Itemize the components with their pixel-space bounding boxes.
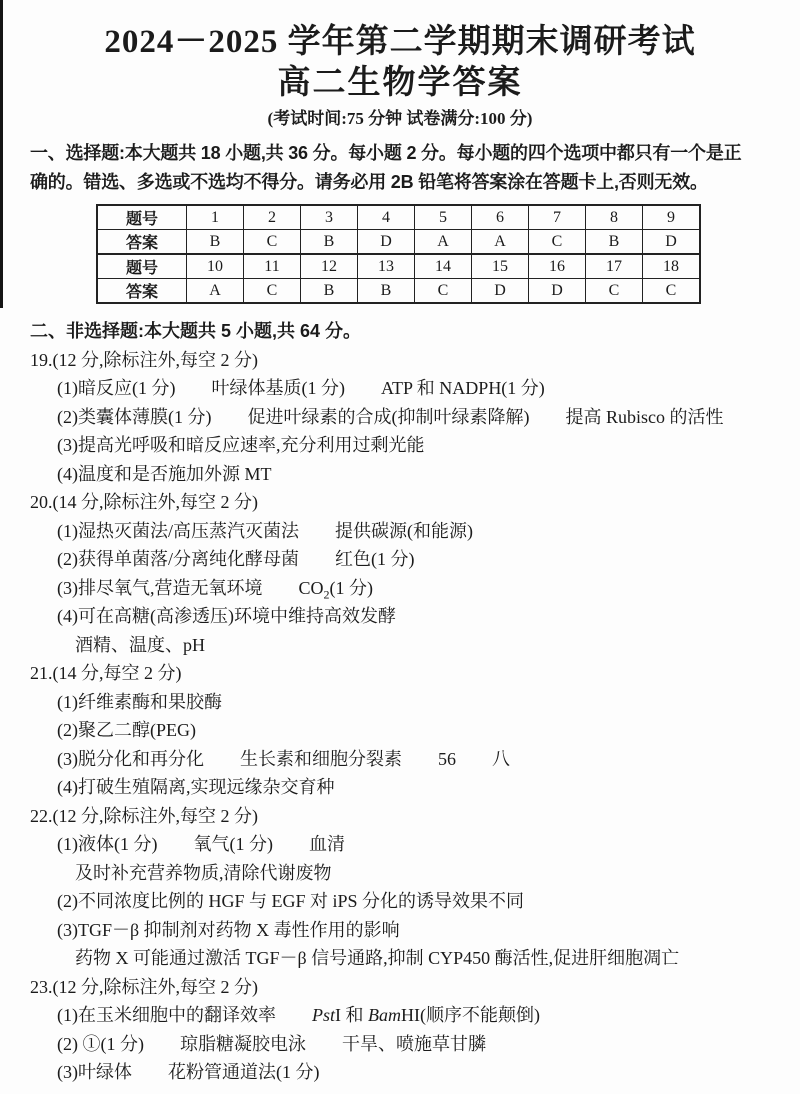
q20-line-3-text: (3)排尽氧气,营造无氧环境 CO [57, 577, 324, 598]
q23-line-1-text: (1)在玉米细胞中的翻译效率 [57, 1005, 312, 1025]
answer-cell: 8 [586, 205, 643, 230]
answer-cell: B [187, 230, 244, 255]
section1-heading-line2: 确的。错选、多选或不选均不得分。请务必用 2B 铅笔将答案涂在答题卡上,否则无效。 [30, 172, 708, 192]
q20-line-3-score: (1 分) [329, 577, 373, 598]
answer-cell: C [529, 230, 586, 255]
section1-heading-line1: 一、选择题:本大题共 18 小题,共 36 分。每小题 2 分。每小题的四个选项中都只有一个是正 [30, 143, 742, 163]
answer-cell: 13 [358, 254, 415, 279]
answer-cell: C [586, 279, 643, 304]
answers-table [96, 204, 701, 304]
answer-cell: 14 [415, 254, 472, 279]
answer-cell: 1 [187, 205, 244, 230]
answer-cell: D [529, 279, 586, 304]
q20-line-4: (4)可在高糖(高渗透压)环境中维持高效发酵 [57, 606, 396, 626]
q22-line-2: 及时补充营养物质,清除代谢废物 [75, 862, 332, 883]
enzyme-name-pst: Pst [312, 1005, 336, 1025]
table-row-questions-10-18 [97, 254, 700, 279]
answer-cell: B [301, 279, 358, 304]
answer-cell: 6 [472, 205, 529, 230]
row-label: 答案 [97, 279, 187, 304]
answer-cell: B [301, 230, 358, 255]
co2-subscript: 2 [323, 587, 330, 602]
answer-cell: 11 [244, 254, 301, 279]
row-label: 答案 [97, 230, 187, 255]
q23-line-3: (3)叶绿体 花粉管通道法(1 分) [57, 1062, 320, 1082]
q20-line-1: (1)湿热灭菌法/高压蒸汽灭菌法 提供碳源(和能源) [57, 520, 473, 541]
answer-cell: 9 [643, 205, 701, 230]
scan-edge-artifact [0, 0, 3, 308]
q20-line-3 [57, 574, 770, 603]
q21-header: 21.(14 分,每空 2 分) [30, 663, 182, 683]
table-row-answers-10-18 [97, 279, 700, 304]
q21-line-1: (1)纤维素酶和果胶酶 [57, 691, 222, 712]
answer-cell: 7 [529, 205, 586, 230]
row-label: 题号 [97, 254, 187, 279]
answer-cell: 12 [301, 254, 358, 279]
answer-cell: D [472, 279, 529, 304]
answer-cell: 17 [586, 254, 643, 279]
answer-cell: A [187, 279, 244, 304]
q21-line-3: (3)脱分化和再分化 生长素和细胞分裂素 56 八 [57, 748, 510, 769]
answer-cell: A [415, 230, 472, 255]
answer-cell: C [244, 230, 301, 255]
answer-cell: A [472, 230, 529, 255]
q19-line-2: (2)类囊体薄膜(1 分) 促进叶绿素的合成(抑制叶绿素降解) 提高 Rubisco 的活性 [57, 406, 724, 427]
answer-cell: 16 [529, 254, 586, 279]
exam-info: (考试时间:75 分钟 试卷满分:100 分) [267, 109, 533, 128]
q22-line-3: (2)不同浓度比例的 HGF 与 EGF 对 iPS 分化的诱导效果不同 [57, 891, 525, 911]
q21-line-4: (4)打破生殖隔离,实现远缘杂交育种 [57, 777, 335, 797]
q20-line-5: 酒精、温度、pH [75, 634, 205, 655]
answer-cell: 5 [415, 205, 472, 230]
row-label: 题号 [97, 205, 187, 230]
page-title-line1: 2024－2025 学年第二学期期末调研考试 [104, 24, 696, 60]
q19-header: 19.(12 分,除标注外,每空 2 分) [30, 349, 258, 370]
page-title-line2: 高二生物学答案 [277, 65, 523, 101]
answer-cell: D [358, 230, 415, 255]
answer-cell: B [586, 230, 643, 255]
q23-line-1-end: HI(顺序不能颠倒) [401, 1005, 540, 1025]
q22-header: 22.(12 分,除标注外,每空 2 分) [30, 805, 258, 826]
answer-cell: D [643, 230, 701, 255]
q23-line-1 [57, 1001, 770, 1030]
q23-header: 23.(12 分,除标注外,每空 2 分) [30, 976, 258, 997]
answer-cell: 18 [643, 254, 701, 279]
q23-line-1-mid: I 和 [335, 1005, 369, 1025]
answers-table-body [97, 205, 700, 303]
table-row-questions-1-9 [97, 205, 700, 230]
enzyme-name-bam: Bam [368, 1005, 402, 1025]
q21-line-2: (2)聚乙二醇(PEG) [57, 720, 196, 740]
answer-cell: C [643, 279, 701, 304]
q19-line-3: (3)提高光呼吸和暗反应速率,充分利用过剩光能 [57, 435, 425, 455]
answer-cell: 4 [358, 205, 415, 230]
answer-cell: 3 [301, 205, 358, 230]
q20-line-2: (2)获得单菌落/分离纯化酵母菌 红色(1 分) [57, 549, 415, 569]
q19-line-1: (1)暗反应(1 分) 叶绿体基质(1 分) ATP 和 NADPH(1 分) [57, 378, 545, 398]
q19-line-4: (4)温度和是否施加外源 MT [57, 463, 272, 484]
answer-cell: 15 [472, 254, 529, 279]
q22-line-4: (3)TGF－β 抑制剂对药物 X 毒性作用的影响 [57, 919, 400, 940]
q22-line-5: 药物 X 可能通过激活 TGF－β 信号通路,抑制 CYP450 酶活性,促进肝细胞凋亡 [75, 948, 680, 968]
q23-line-2: (2) ①(1 分) 琼脂糖凝胶电泳 干旱、喷施草甘膦 [57, 1033, 486, 1054]
answer-cell: 2 [244, 205, 301, 230]
answer-cell: B [358, 279, 415, 304]
q22-line-1: (1)液体(1 分) 氧气(1 分) 血清 [57, 834, 345, 854]
answer-cell: C [415, 279, 472, 304]
answer-cell: 10 [187, 254, 244, 279]
table-row-answers-1-9 [97, 230, 700, 255]
q20-header: 20.(14 分,除标注外,每空 2 分) [30, 492, 258, 512]
section2-heading: 二、非选择题:本大题共 5 小题,共 64 分。 [30, 321, 362, 341]
answer-cell: C [244, 279, 301, 304]
